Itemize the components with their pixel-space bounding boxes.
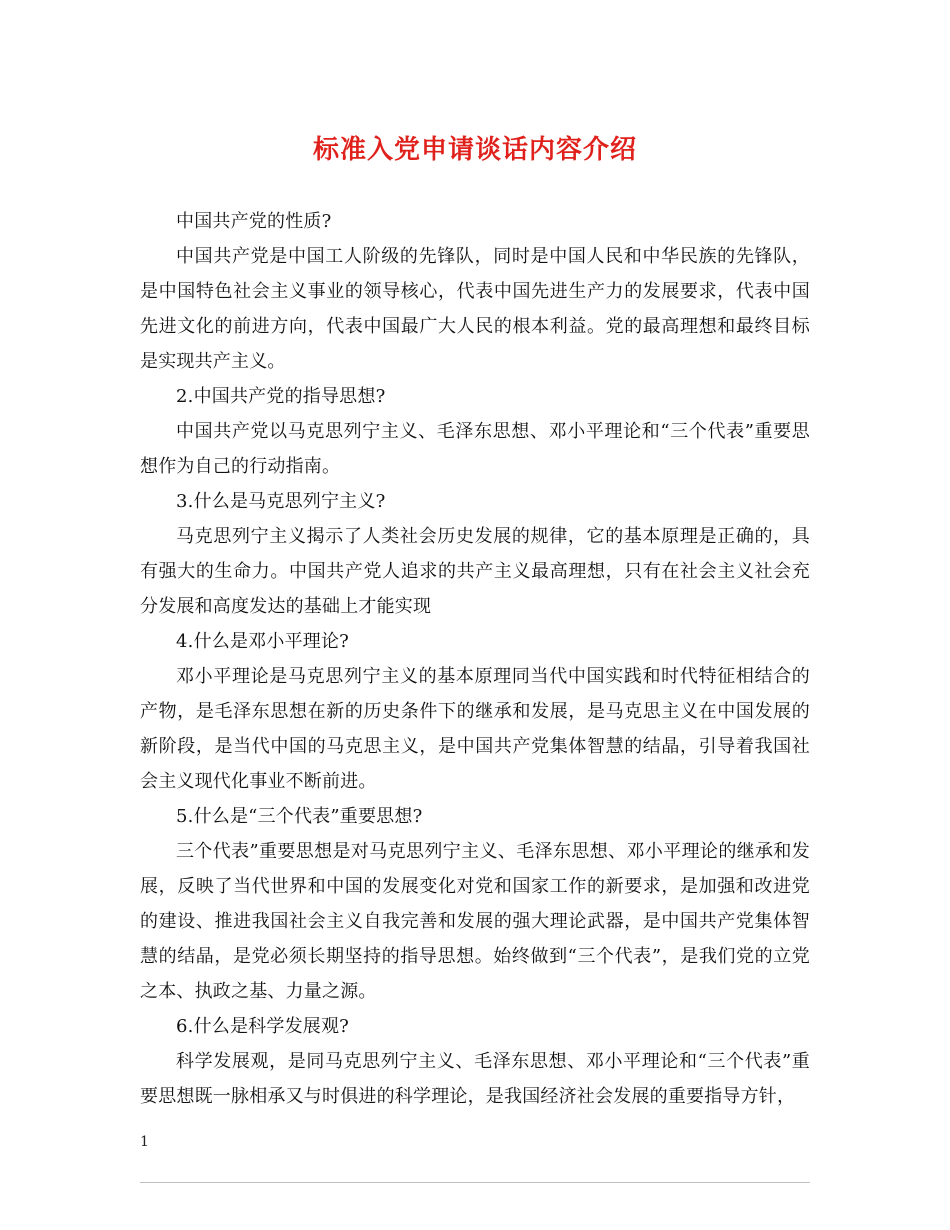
paragraph-3: 2.中国共产党的指导思想? bbox=[176, 386, 386, 407]
footer-divider bbox=[140, 1182, 810, 1183]
document-title: 标准入党申请谈话内容介绍 bbox=[312, 135, 637, 165]
paragraph-7: 4.什么是邓小平理论? bbox=[176, 631, 350, 652]
paragraph-2: 中国共产党是中国工人阶级的先锋队，同时是中国人民和中华民族的先锋队，是中国特色社会主义事业的领导核心，代表中国先进生产力的发展要求，代表中国先进文化的前进方向，代表中国最广大人民的根本利益。党的最高理想和最终目标是实现共产主义。 bbox=[140, 246, 810, 372]
paragraph-5: 3.什么是马克思列宁主义? bbox=[176, 491, 386, 512]
paragraph-8: 邓小平理论是马克思列宁主义的基本原理同当代中国实践和时代特征相结合的产物，是毛泽东思想在新的历史条件下的继承和发展，是马克思主义在中国发展的新阶段，是当代中国的马克思主义，是中国共产党集体智慧的结晶，引导着我国社会主义现代化事业不断前进。 bbox=[140, 666, 810, 792]
paragraph-12: 科学发展观，是同马克思列宁主义、毛泽东思想、邓小平理论和“三个代表”重要思想既一脉相承又与时俱进的科学理论，是我国经济社会发展的重要指导方针， bbox=[140, 1051, 810, 1107]
paragraph-1: 中国共产党的性质? bbox=[176, 211, 332, 232]
paragraph-9: 5.什么是“三个代表”重要思想? bbox=[176, 806, 423, 827]
document-body bbox=[140, 204, 810, 1114]
paragraph-6: 马克思列宁主义揭示了人类社会历史发展的规律，它的基本原理是正确的，具有强大的生命力。中国共产党人追求的共产主义最高理想，只有在社会主义社会充分发展和高度发达的基础上才能实现 bbox=[140, 526, 810, 617]
paragraph-10: 三个代表”重要思想是对马克思列宁主义、毛泽东思想、邓小平理论的继承和发展，反映了当代世界和中国的发展变化对党和国家工作的新要求，是加强和改进党的建设、推进我国社会主义自我完善和发展的强大理论武器，是中国共产党集体智慧的结晶，是党必须长期坚持的指导思想。始终做到“三个代表”，是我们党的立党之本、执政之基、力量之源。 bbox=[140, 841, 810, 1002]
page-number: 1 bbox=[140, 1134, 149, 1150]
paragraph-4: 中国共产党以马克思列宁主义、毛泽东思想、邓小平理论和“三个代表”重要思想作为自己的行动指南。 bbox=[140, 421, 810, 477]
paragraph-11: 6.什么是科学发展观? bbox=[176, 1016, 350, 1037]
